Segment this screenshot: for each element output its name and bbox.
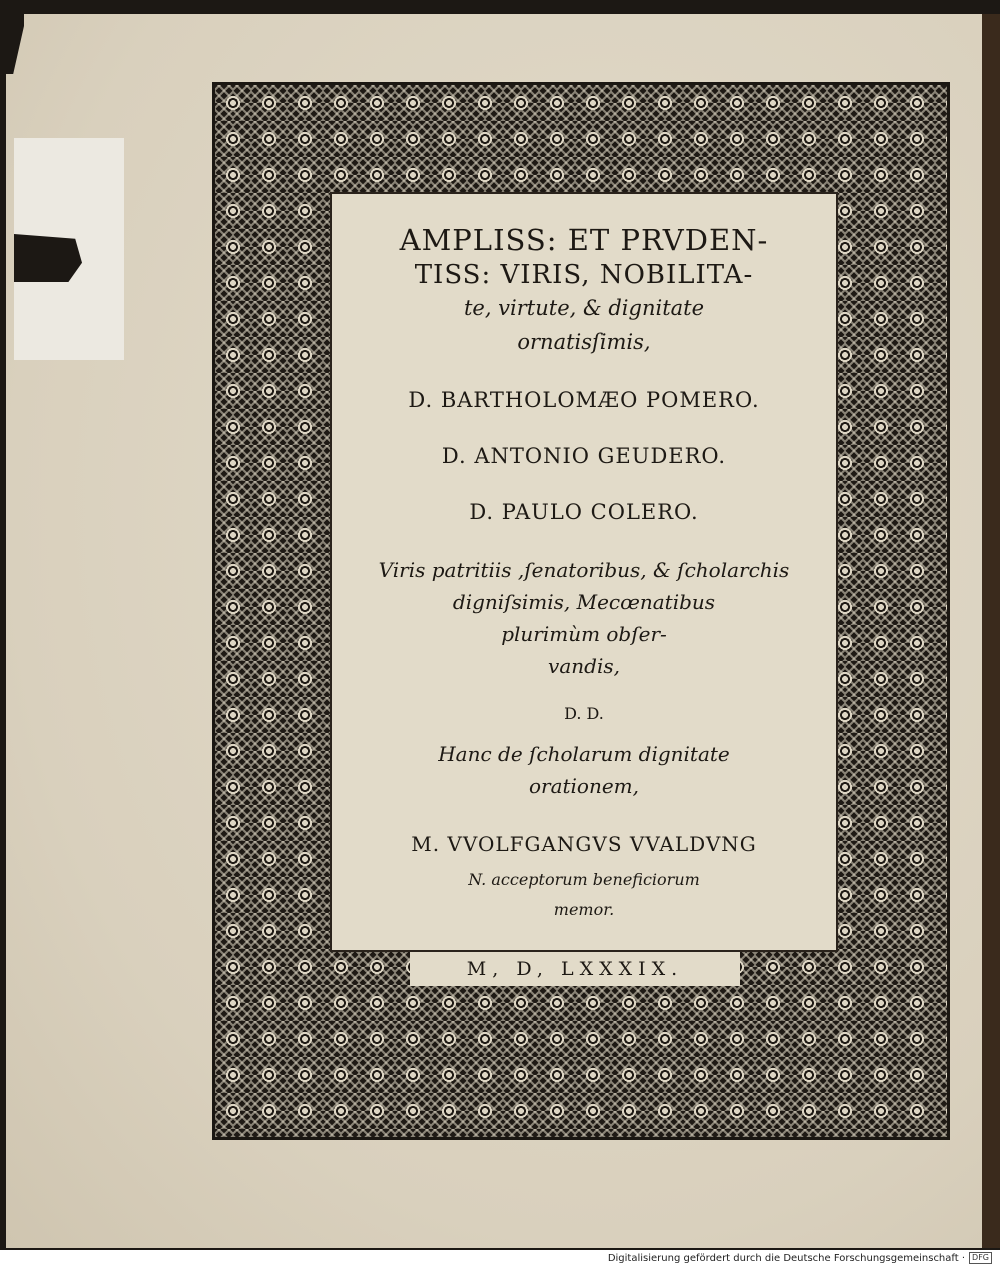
title-line-1: AMPLISS: ET PRVDEN- (399, 223, 769, 257)
oration-line-2: orationem, (528, 774, 640, 798)
title-line-2: TISS: VIRIS, NOBILITA- (414, 260, 754, 290)
oration-line-1: Hanc de ſcholarum dignitate (438, 742, 730, 766)
author-note-line-2: memor. (553, 900, 615, 919)
dedicatee-1: D. BARTHOLOMÆO POMERO. (408, 388, 760, 412)
dedicatee-2: D. ANTONIO GEUDERO. (441, 444, 727, 468)
dedication-line-4: vandis, (548, 654, 620, 678)
dd-line: D. D. (564, 704, 604, 723)
dedicatee-3: D. PAULO COLERO. (469, 500, 699, 524)
paper-slip-tear (14, 234, 82, 282)
title-line-4: ornatisſimis, (517, 330, 651, 354)
title-line-3: te, virtute, & dignitate (463, 296, 705, 320)
author-name: M. VVOLFGANGVS VVALDVNG (411, 832, 757, 856)
dedication-line-3: plurimùm obſer- (501, 622, 667, 646)
footer-text: Digitalisierung gefördert durch die Deutsche Forschungsgemeinschaft · (607, 1252, 966, 1264)
book-edge (982, 14, 1000, 1248)
dedication-line-2: digniſsimis, Mecœnatibus (452, 590, 716, 614)
footer-credit (608, 1252, 992, 1264)
dfg-logo-icon: DFG (969, 1252, 992, 1264)
author-note-line-1: N. acceptorum beneficiorum (468, 870, 700, 889)
date-strip (410, 952, 740, 986)
imprint-date: M, D, LXXXIX. (466, 958, 684, 980)
digitization-footer (0, 1250, 1000, 1268)
dedication-line-1: Viris patritiis ,ſenatoribus, & ſcholarchis (378, 558, 790, 582)
